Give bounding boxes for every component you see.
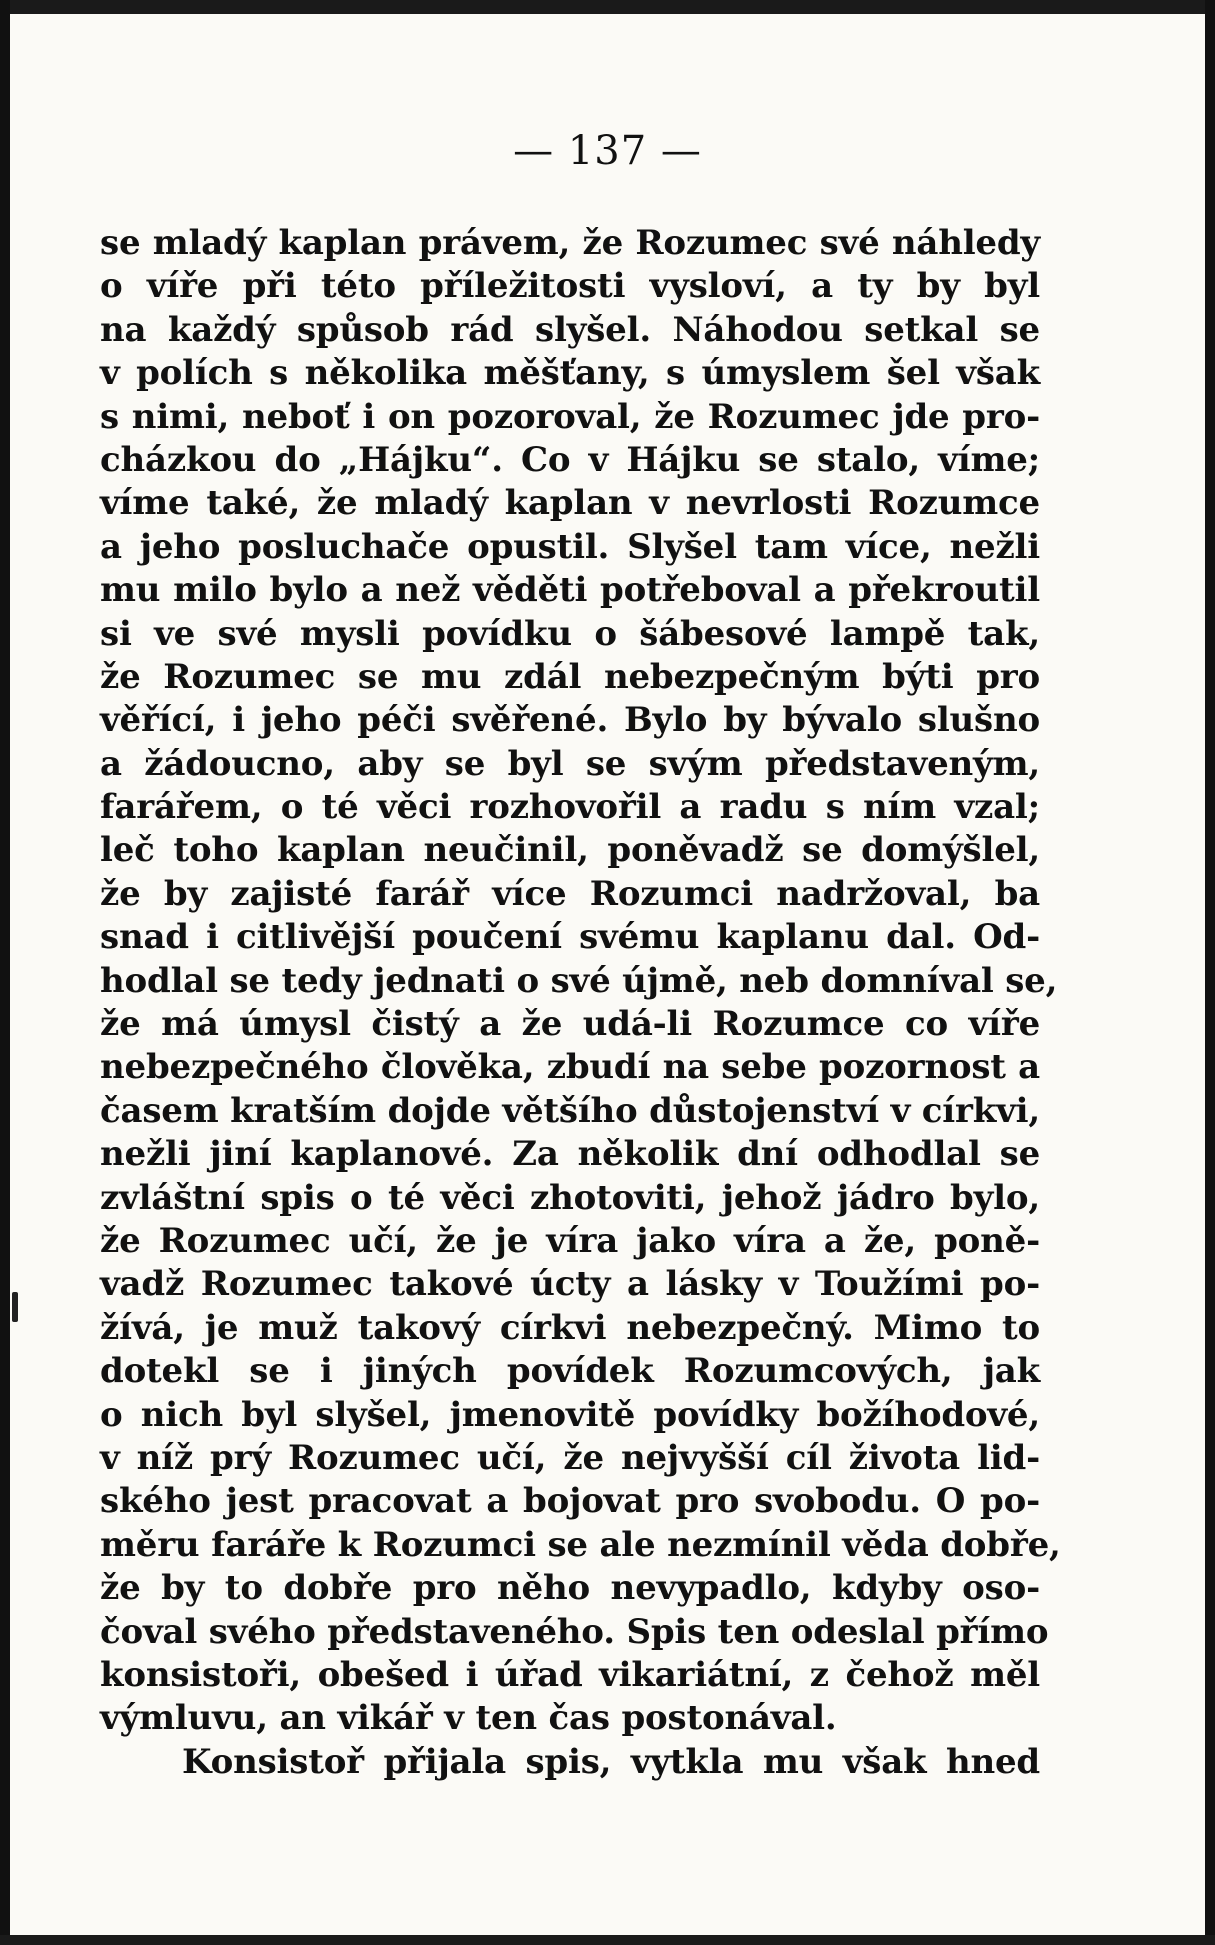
text-line: cházkou do „Hájku“. Co v Hájku se stalo, víme; [100, 439, 1040, 480]
text-line: víme také, že mladý kaplan v nevrlosti Rozumce [100, 483, 1040, 524]
text-line: že má úmysl čistý a že udá-li Rozumce co víře [100, 1004, 1040, 1045]
text-line: že Rozumec učí, že je víra jako víra a že, poně- [100, 1220, 1040, 1261]
text-line: s nimi, neboť i on pozoroval, že Rozumec jde pro- [100, 396, 1040, 437]
text-line: se mladý kaplan právem, že Rozumec své náhledy [100, 223, 1040, 263]
text-line: zvláštní spis o té věci zhotoviti, jehož jádro bylo, [100, 1177, 1040, 1218]
text-line: snad i citlivější poučení svému kaplanu dal. Od- [100, 917, 1040, 958]
text-line: čoval svého představeného. Spis ten odeslal přímo [100, 1611, 1049, 1652]
text-line: farářem, o té věci rozhovořil a radu s ním vzal; [100, 787, 1040, 828]
text-line: ského jest pracovat a bojovat pro svobodu. O po- [100, 1481, 1040, 1522]
text-line: že Rozumec se mu zdál nebezpečným býti pro [100, 656, 1040, 697]
text-line: si ve své mysli povídku o šábesové lampě tak, [100, 613, 1040, 654]
body-text [100, 222, 1061, 1784]
text-line: o nich byl slyšel, jmenovitě povídky božíhodové, [100, 1394, 1040, 1435]
text-line: žívá, je muž takový církvi nebezpečný. Mimo to [100, 1307, 1040, 1348]
text-line: a žádoucno, aby se byl se svým představeným, [100, 743, 1040, 784]
text-line: že by to dobře pro něho nevypadlo, kdyby oso- [100, 1568, 1040, 1609]
scan-border-bottom [0, 1935, 1215, 1945]
text-line: věřící, i jeho péči svěřené. Bylo by bývalo slušno [100, 700, 1040, 741]
text-line: mu milo bylo a než věděti potřeboval a překroutil [100, 570, 1040, 611]
text-line: Konsistoř přijala spis, vytkla mu však hned [182, 1741, 1040, 1782]
page-number: — 137 — [513, 128, 702, 174]
text-line: v polích s několika měšťany, s úmyslem šel však [100, 353, 1040, 394]
text-line: v níž prý Rozumec učí, že nejvyšší cíl života lid- [100, 1437, 1040, 1478]
text-line: dotekl se i jiných povídek Rozumcových, jak [100, 1351, 1040, 1392]
text-line: vadž Rozumec takové úcty a lásky v Toužími po- [100, 1264, 1040, 1305]
text-line: leč toho kaplan neučinil, poněvadž se domýšlel, [100, 830, 1040, 871]
scan-border-left [0, 0, 10, 1945]
text-line: měru faráře k Rozumci se ale nezmínil věda dobře, [100, 1524, 1061, 1565]
text-line: výmluvu, an vikář v ten čas postonával. [100, 1698, 837, 1739]
text-line: a jeho posluchače opustil. Slyšel tam více, nežli [100, 526, 1040, 567]
text-line: na každý spůsob rád slyšel. Náhodou setkal se [100, 309, 1040, 350]
text-line: že by zajisté farář více Rozumci nadržoval, ba [100, 873, 1040, 914]
text-line: hodlal se tedy jednati o své újmě, neb domníval se, [100, 960, 1058, 1001]
text-line: nebezpečného člověka, zbudí na sebe pozornost a [100, 1047, 1040, 1088]
text-line: nežli jiní kaplanové. Za několik dní odhodlal se [100, 1134, 1040, 1175]
text-line: časem kratším dojde většího důstojenství v církvi, [100, 1090, 1040, 1131]
margin-mark [12, 1292, 18, 1322]
text-line: konsistoři, obešed i úřad vikariátní, z čehož měl [100, 1654, 1040, 1695]
text-line: o víře při této příležitosti vysloví, a ty by byl [100, 266, 1040, 307]
scan-border-top [0, 0, 1215, 14]
scan-border-right [1205, 0, 1215, 1945]
